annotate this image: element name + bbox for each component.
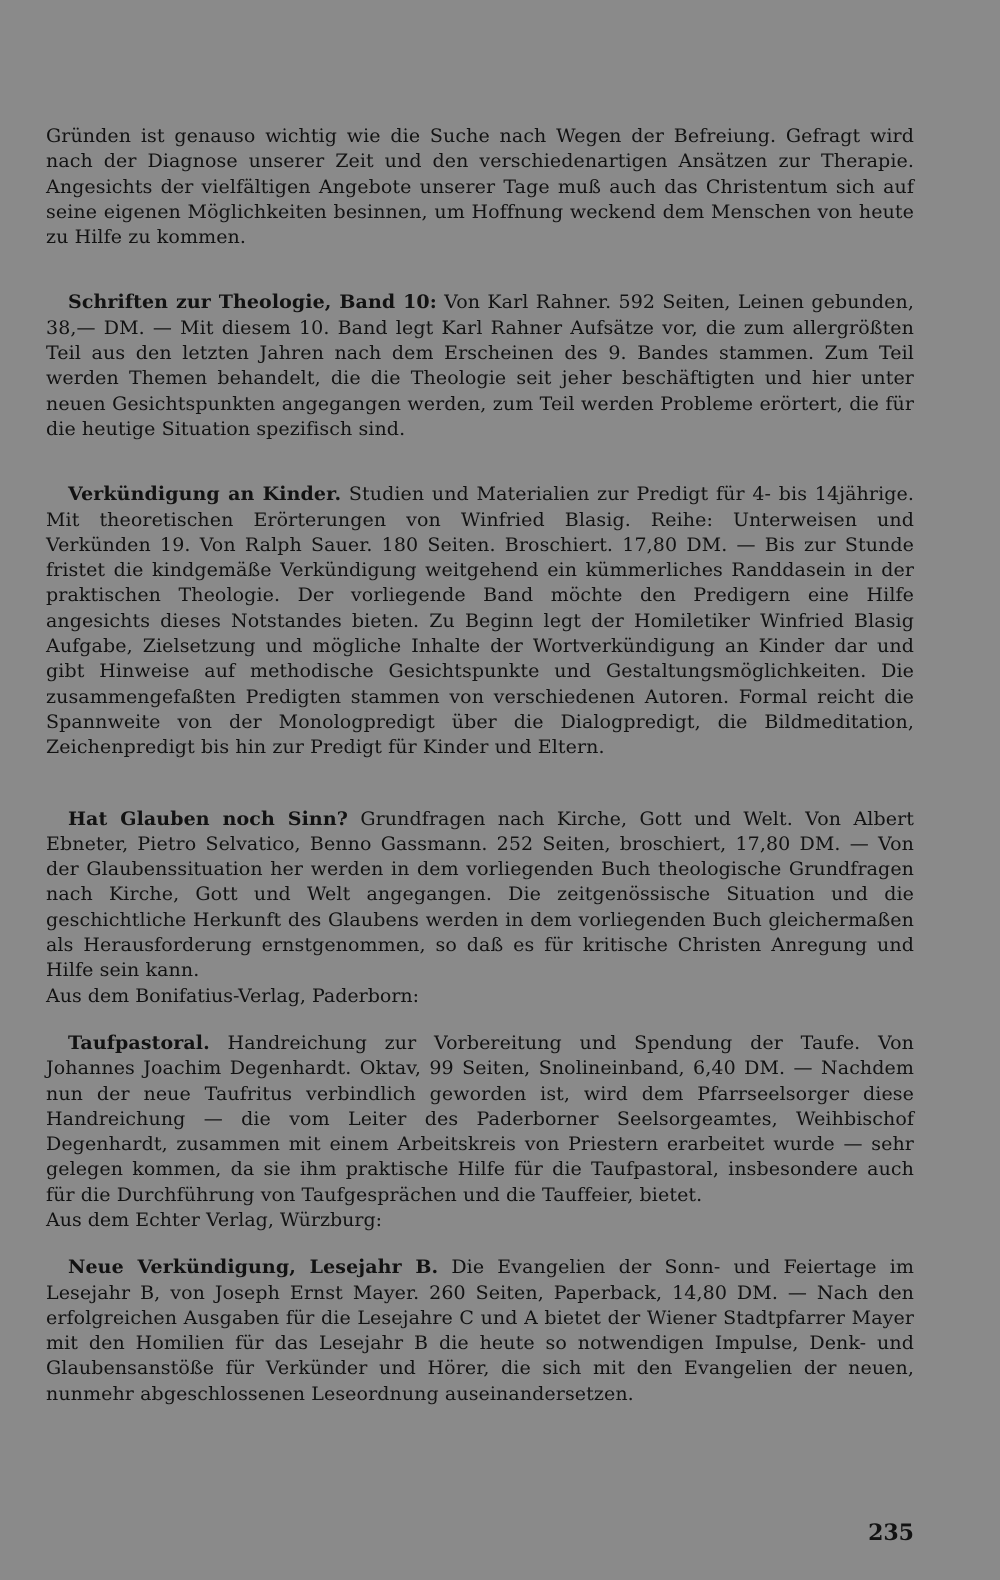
publisher-heading-bonifatius: Aus dem Bonifatius-Verlag, Paderborn: (46, 984, 420, 1007)
entry-body: Handreichung zur Vorbereitung und Spendung der Taufe. Von Johannes Joachim Degenhardt. Oktav, 99 Seiten, Snolineinband, 6,40 DM. — Nachdem nun der neue Taufritus verbindlich geworden ist, wird dem Pfarrseelsorger diese Handreichung — die vom Leiter des Paderborner Seelsorgeamtes, Weihbischof Degenhardt, zusammen mit einem Arbeitskreis von Priestern erarbeitet wurde — sehr gelegen kommen, da sie ihm praktische Hilfe für die Taufpastoral, insbesondere auch für die Durchführung von Taufgesprächen und die Tauffeier, bietet. (46, 1031, 914, 1206)
entry-title: Schriften zur Theologie, Band 10: (68, 291, 437, 314)
entry-taufpastoral (46, 1031, 914, 1208)
entry-body: Die Evangelien der Sonn- und Feiertage im Lesejahr B, von Joseph Ernst Mayer. 260 Seiten, Paperback, 14,80 DM. — Nach den erfolgreichen Ausgaben für die Lesejahre C und A bietet der Wiener Stadtpfarrer Mayer mit den Homilien für das Lesejahr B die heute so notwendigen Impulse, Denk- und Glaubensanstöße für Verkünder und Hörer, die sich mit den Evangelien der neuen, nunmehr abgeschlossenen Leseordnung auseinandersetzen. (46, 1256, 914, 1405)
entry-title: Verkündigung an Kinder. (68, 483, 342, 506)
entry-verkuendigung-an-kinder (46, 482, 914, 760)
entry-title: Neue Verkündigung, Lesejahr B. (68, 1256, 439, 1279)
publisher-heading-echter: Aus dem Echter Verlag, Würzburg: (46, 1208, 383, 1231)
entry-title: Hat Glauben noch Sinn? (68, 807, 348, 830)
entry-body: Von Karl Rahner. 592 Seiten, Leinen gebunden, 38,— DM. — Mit diesem 10. Band legt Karl Rahner Aufsätze vor, die zum allergrößten Teil aus den letzten Jahren nach dem Erscheinen des 9. Bandes stammen. Zum Teil werden Themen behandelt, die die Theologie seit jeher beschäftigten und hier unter neuen Gesichtspunkten angegangen werden, zum Teil werden Probleme erörtert, die für die heutige Situation spezifisch sind. (46, 291, 915, 440)
entry-title: Taufpastoral. (68, 1031, 210, 1054)
page-number: 235 (868, 1520, 914, 1546)
entry-hat-glauben-noch-sinn (46, 807, 914, 984)
entry-body: Grundfragen nach Kirche, Gott und Welt. Von Albert Ebneter, Pietro Selvatico, Benno Gassmann. 252 Seiten, broschiert, 17,80 DM. — Von der Glaubenssituation her werden in dem vorliegenden Buch theologische Grundfragen nach Kirche, Gott und Welt angegangen. Die zeitgenössische Situation und die geschichtliche Herkunft des Glaubens werden in dem vorliegenden Buch gleichermaßen als Herausforderung ernstgenommen, so daß es für kritische Christen Anregung und Hilfe sein kann. (46, 807, 914, 982)
entry-body: Studien und Materialien zur Predigt für 4- bis 14jährige. Mit theoretischen Erörterungen von Winfried Blasig. Reihe: Unterweisen und Verkünden 19. Von Ralph Sauer. 180 Seiten. Broschiert. 17,80 DM. — Bis zur Stunde fristet die kindgemäße Verkündigung weitgehend ein kümmerliches Randdasein in der praktischen Theologie. Der vorliegende Band möchte den Predigern eine Hilfe angesichts dieses Notstandes bieten. Zu Beginn legt der Homiletiker Winfried Blasig Aufgabe, Zielsetzung und mögliche Inhalte der Wortverkündigung an Kinder dar und gibt Hinweise auf methodische Gesichtspunkte und Gestaltungsmöglichkeiten. Die zusammengefaßten Predigten stammen von verschiedenen Autoren. Formal reicht die Spannweite von der Monologpredigt über die Dialogpredigt, die Bildmeditation, Zeichenpredigt bis hin zur Predigt für Kinder und Eltern. (46, 483, 914, 759)
entry-schriften-zur-theologie (46, 290, 914, 442)
page-content (46, 124, 914, 1407)
intro-paragraph: Gründen ist genauso wichtig wie die Suche nach Wegen der Befreiung. Gefragt wird nach der Diagnose unserer Zeit und den verschiedenartigen Ansätzen zur Therapie. Angesichts der vielfältigen Angebote unserer Tage muß auch das Christentum sich auf seine eigenen Möglichkeiten besinnen, um Hoffnung weckend dem Menschen von heute zu Hilfe zu kommen. (46, 125, 914, 249)
entry-neue-verkuendigung (46, 1255, 914, 1407)
